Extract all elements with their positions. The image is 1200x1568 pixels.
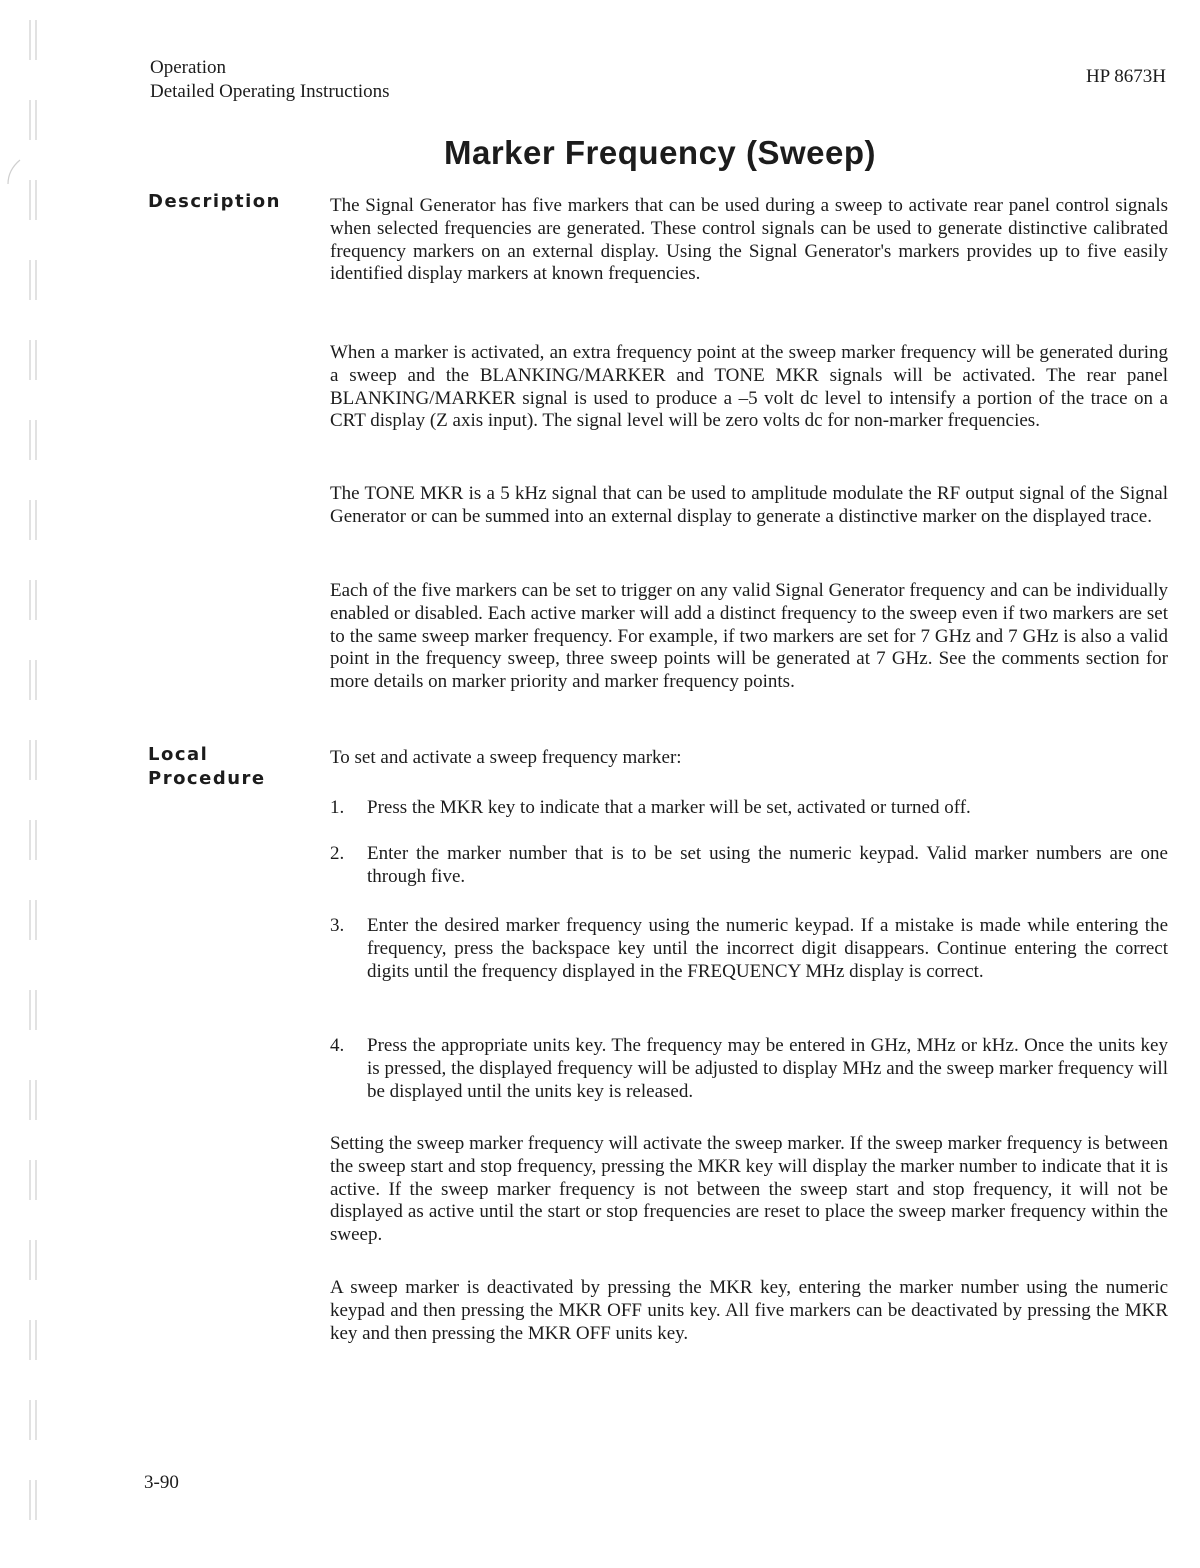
- description-paragraph-3: [330, 483, 1168, 529]
- procedure-closing-paragraph-1: [330, 1133, 1168, 1247]
- procedure-step-1: [330, 797, 1168, 820]
- step-number: 4.: [330, 1035, 345, 1056]
- procedure-heading-line1: Local: [148, 744, 209, 765]
- procedure-step-3: [330, 915, 1168, 983]
- paragraph-text: When a marker is activated, an extra frequency point at the sweep marker frequency will be generated during a sweep and the BLANKING/MARKER and TONE MKR signals will be activated. The rear panel BLANKING/MARKER signal is used to produce a –5 volt dc level to intensify a portion of the trace on a CRT display (Z axis input). The signal level will be zero volts dc for non-marker frequencies.: [330, 342, 1168, 432]
- description-heading: Description: [148, 191, 281, 212]
- step-number: 2.: [330, 843, 345, 864]
- page-title: Marker Frequency (Sweep): [444, 134, 876, 171]
- paragraph-text: A sweep marker is deactivated by pressing the MKR key, entering the marker number using the numeric keypad and then pressing the MKR OFF units key. All five markers can be deactivated by pressing the MKR key and then pressing the MKR OFF units key.: [330, 1277, 1168, 1344]
- description-paragraph-2: [330, 342, 1168, 433]
- step-text: Enter the desired marker frequency using the numeric keypad. If a mistake is made while entering the frequency, press the backspace key until the incorrect digit disappears. Continue entering the correct digits until the frequency displayed in the FREQUENCY MHz display is correct.: [367, 915, 1168, 982]
- step-text: Press the MKR key to indicate that a marker will be set, activated or turned off.: [367, 797, 971, 818]
- procedure-step-4: [330, 1035, 1168, 1103]
- paragraph-text: Each of the five markers can be set to trigger on any valid Signal Generator frequency and can be individually enabled or disabled. Each active marker will add a distinct frequency to the sweep even if two markers are set to the same sweep marker frequency. For example, if two markers are set for 7 GHz and 7 GHz is also a valid point in the frequency sweep, three sweep points will be generated at 7 GHz. See the comments section for more details on marker priority and marker frequency points.: [330, 580, 1168, 693]
- header-section: Operation: [150, 57, 226, 78]
- binder-edge-artifacts: [0, 0, 44, 1568]
- procedure-step-2: [330, 843, 1168, 889]
- description-paragraph-4: [330, 580, 1168, 694]
- header-model: HP 8673H: [1085, 66, 1166, 87]
- procedure-closing-paragraph-2: [330, 1277, 1168, 1345]
- step-number: 3.: [330, 915, 345, 936]
- paragraph-text: Setting the sweep marker frequency will activate the sweep marker. If the sweep marker frequency is between the sweep start and stop frequency, pressing the MKR key will display the marker number to indicate that it is active. If the sweep marker frequency is not between the sweep start and stop frequency, it will not be displayed as active until the start or stop frequencies are reset to place the sweep marker frequency within the sweep.: [330, 1133, 1168, 1246]
- procedure-intro: To set and activate a sweep frequency marker:: [330, 747, 682, 768]
- procedure-heading-line2: Procedure: [148, 768, 266, 789]
- page-number: 3-90: [144, 1472, 179, 1493]
- step-number: 1.: [330, 797, 345, 818]
- step-text: Enter the marker number that is to be set using the numeric keypad. Valid marker numbers are one through five.: [367, 843, 1168, 887]
- procedure-heading: [148, 743, 266, 791]
- paragraph-text: The TONE MKR is a 5 kHz signal that can be used to amplitude modulate the RF output signal of the Signal Generator or can be summed into an external display to generate a distinctive marker on the displayed trace.: [330, 483, 1168, 527]
- running-header: [150, 56, 390, 104]
- header-subsection: Detailed Operating Instructions: [150, 81, 390, 102]
- description-paragraph-1: [330, 195, 1168, 286]
- step-text: Press the appropriate units key. The frequency may be entered in GHz, MHz or kHz. Once the units key is pressed, the displayed frequency will be adjusted to display MHz and the sweep marker frequency will be displayed until the units key is released.: [367, 1035, 1168, 1102]
- paragraph-text: The Signal Generator has five markers that can be used during a sweep to activate rear panel control signals when selected frequencies are generated. These control signals can be used to generate distinctive calibrated frequency markers on an external display. Using the Signal Generator's markers provides up to five easily identified display markers at known frequencies.: [330, 195, 1168, 285]
